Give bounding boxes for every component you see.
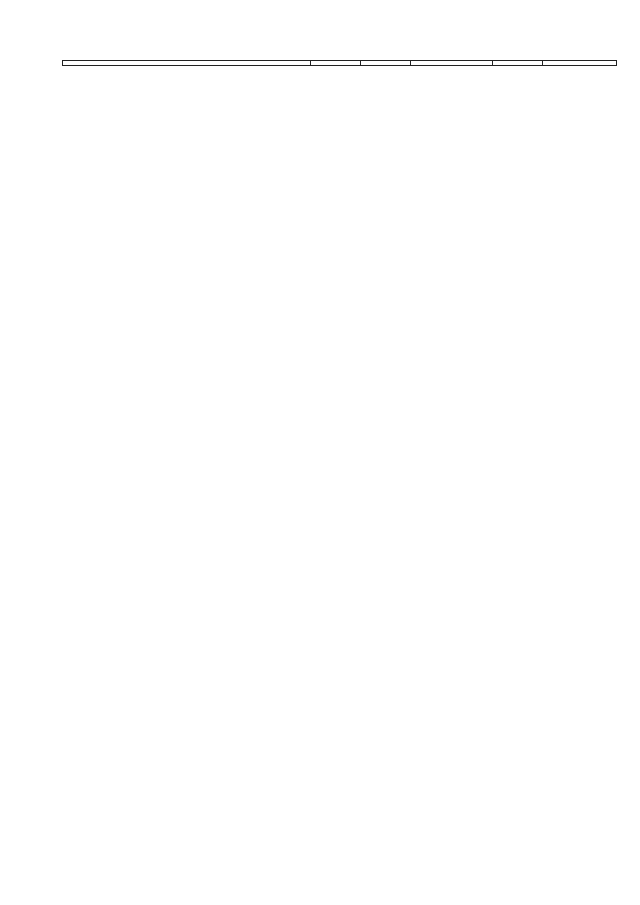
header-kvr [493,61,543,66]
header-amount [543,61,617,66]
header-name [63,61,311,66]
header-rzpr [361,61,411,66]
table-header-row [63,61,617,66]
header-kvsr [311,61,361,66]
header-kcsr [411,61,493,66]
budget-execution-table [62,60,617,66]
